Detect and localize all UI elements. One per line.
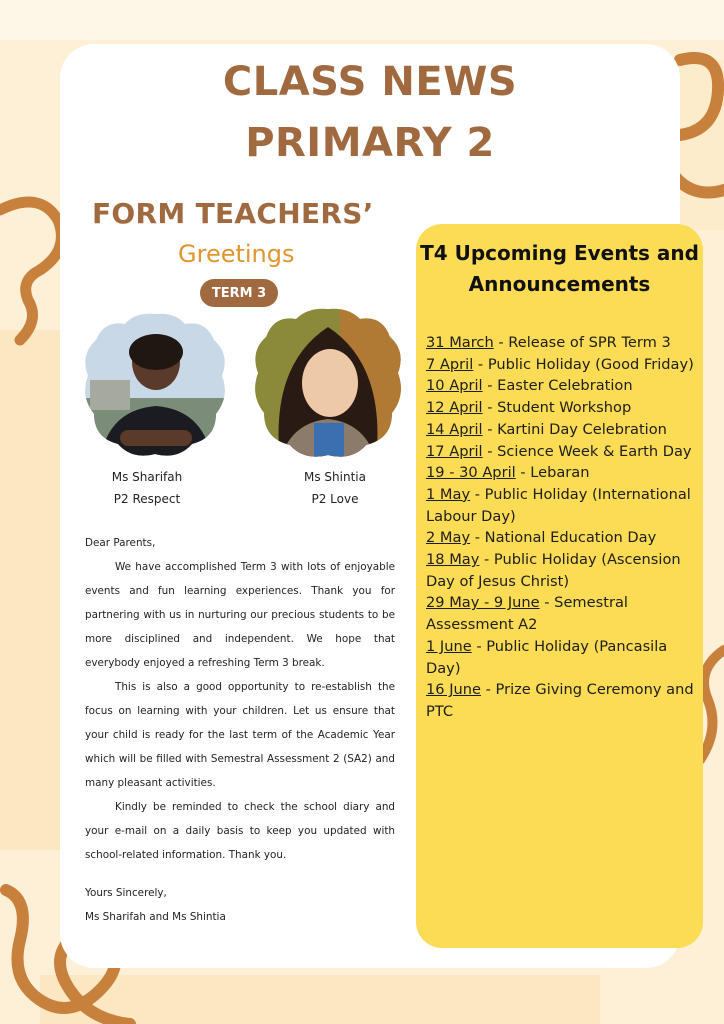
letter-salutation: Dear Parents, [85, 537, 156, 549]
events-list [426, 332, 700, 723]
event-date: 19 - 30 April [426, 464, 516, 482]
events-title: T4 Upcoming Events and Announcements [420, 241, 699, 296]
event-date: 2 May [426, 529, 471, 547]
greetings-subheading: Greetings [178, 240, 295, 268]
teacher-name: Ms Shintia [304, 470, 366, 484]
event-description: - Kartini Day Celebration [482, 420, 667, 438]
letter-paragraph: Kindly be reminded to check the school diary and your e-mail on a daily basis to keep you updated with school-related information. Thank you. [85, 801, 395, 861]
event-description: - Science Week & Earth Day [482, 442, 692, 460]
letter-closing: Yours Sincerely, [85, 887, 167, 899]
event-date: 1 May [426, 485, 471, 503]
event-date: 31 March [426, 334, 494, 351]
event-item [426, 636, 700, 679]
event-date: 17 April [426, 442, 483, 460]
event-item [426, 332, 700, 354]
event-description: - Public Holiday (Ascension Day of Jesus Christ) [426, 551, 681, 590]
background-block [0, 0, 724, 40]
letter-body [85, 531, 395, 929]
event-description: - Public Holiday (Pancasila Day) [426, 637, 668, 677]
event-item [426, 375, 700, 397]
event-description: - Student Workshop [482, 399, 632, 417]
page-subtitle: PRIMARY 2 [245, 120, 495, 166]
event-item [426, 527, 700, 549]
teacher-photo-sharifah [80, 310, 230, 460]
page-title: CLASS NEWS [222, 59, 518, 105]
event-description: - Public Holiday (International Labour Day) [426, 485, 691, 525]
background-block [0, 330, 60, 850]
event-date: 7 April [426, 355, 474, 373]
event-date: 18 May [426, 551, 480, 569]
event-item [426, 679, 700, 722]
event-description: - Lebaran [515, 464, 590, 482]
teacher-card-shintia [255, 466, 415, 510]
teacher-name: Ms Sharifah [111, 470, 183, 484]
letter-signature: Ms Sharifah and Ms Shintia [85, 911, 226, 923]
event-date: 29 May - 9 June [426, 594, 540, 612]
event-item [426, 549, 700, 592]
event-item [426, 354, 700, 376]
teacher-class: P2 Love [311, 492, 359, 506]
letter-paragraph: This is also a good opportunity to re-establish the focus on learning with your children. Let us ensure that your child is ready for the last term of the Academic Year which will be filled with Semestral Assessment 2 (SA2) and many pleasant activities. [85, 681, 395, 789]
event-description: - National Education Day [470, 529, 657, 547]
event-item [426, 592, 700, 635]
event-date: 16 June [426, 681, 481, 699]
event-description: - Easter Celebration [482, 377, 633, 395]
event-item [426, 441, 700, 463]
teacher-class: P2 Respect [113, 492, 181, 506]
event-description: - Prize Giving Ceremony and PTC [426, 681, 694, 720]
event-description: - Public Holiday (Good Friday) [473, 355, 694, 373]
teacher-photo-shintia [250, 305, 406, 461]
event-item [426, 419, 700, 441]
event-item [426, 462, 700, 484]
term-badge: TERM 3 [200, 279, 278, 307]
event-date: 10 April [426, 377, 483, 395]
greetings-heading: FORM TEACHERS’ [92, 197, 374, 230]
event-item [426, 484, 700, 527]
event-date: 12 April [426, 399, 483, 417]
event-description: - Release of SPR Term 3 [493, 334, 671, 351]
teacher-card-sharifah [67, 466, 227, 510]
event-date: 14 April [426, 420, 483, 438]
event-date: 1 June [426, 637, 472, 655]
event-item [426, 397, 700, 419]
letter-paragraph: We have accomplished Term 3 with lots of enjoyable events and fun learning experiences. Thank you for partnering with us in nurturing our precious students to be more disciplined and independent. We hope that everybody enjoyed a refreshing Term 3 break. [85, 561, 395, 669]
event-description: - Semestral Assessment A2 [426, 594, 628, 634]
